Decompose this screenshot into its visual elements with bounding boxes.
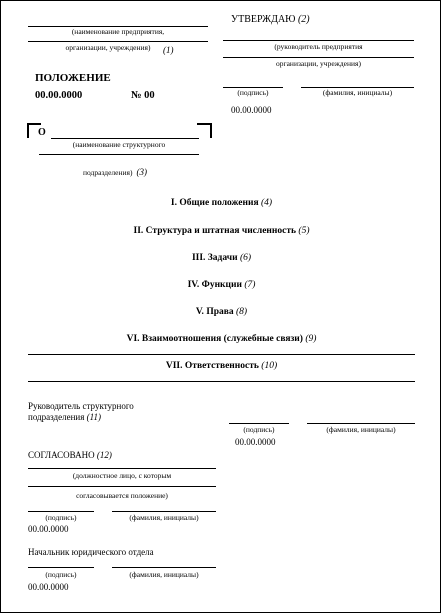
unit-head-name-caption: (фамилия, инициалы) bbox=[326, 425, 396, 434]
unit-head-signature-line bbox=[229, 423, 289, 424]
section-number: I. bbox=[170, 198, 177, 208]
unit-head-line1: Руководитель структурного bbox=[28, 401, 134, 411]
legal-name-caption: (фамилия, инициалы) bbox=[129, 570, 199, 579]
agreed-signature-line bbox=[28, 511, 94, 512]
section-2 bbox=[1, 226, 442, 236]
agreed-row bbox=[28, 450, 112, 460]
subject-caption-2-row bbox=[83, 162, 147, 180]
section-ref: (6) bbox=[239, 253, 252, 263]
agreed-label: СОГЛАСОВАНО bbox=[28, 450, 95, 460]
section-ref: (8) bbox=[236, 307, 248, 317]
org-name-line-2 bbox=[28, 41, 208, 42]
subject-prefix: О bbox=[38, 127, 46, 138]
section-number: III. bbox=[191, 253, 206, 263]
agreed-name-caption: (фамилия, инициалы) bbox=[129, 513, 199, 522]
section-divider-top bbox=[28, 354, 415, 355]
org-name-caption-2: организации, учреждения) bbox=[65, 43, 151, 52]
agreed-line-2 bbox=[28, 486, 216, 487]
legal-signature-line bbox=[28, 567, 94, 568]
subject-ref: (3) bbox=[136, 167, 147, 177]
subject-bracket bbox=[27, 123, 213, 139]
section-1 bbox=[1, 198, 442, 208]
head-signature-caption: (подпись) bbox=[237, 88, 269, 97]
unit-head-signature-caption: (подпись) bbox=[243, 425, 275, 434]
legal-date: 00.00.0000 bbox=[28, 582, 69, 592]
head-caption-2: организации, учреждения) bbox=[276, 59, 361, 68]
agreed-signature-caption: (подпись) bbox=[45, 513, 77, 522]
unit-head-line2-row bbox=[28, 412, 101, 422]
section-3 bbox=[1, 253, 442, 263]
section-6 bbox=[1, 334, 442, 344]
agreed-ref: (12) bbox=[96, 450, 112, 460]
doc-title: ПОЛОЖЕНИЕ bbox=[35, 72, 111, 84]
legal-name-line bbox=[112, 567, 216, 568]
section-4 bbox=[1, 280, 442, 290]
legal-label: Начальник юридического отдела bbox=[28, 547, 154, 557]
org-ref: (1) bbox=[163, 45, 174, 55]
subject-line-2 bbox=[39, 154, 199, 155]
unit-head-date: 00.00.0000 bbox=[235, 437, 276, 447]
agreed-date: 00.00.0000 bbox=[28, 524, 69, 534]
approve-text: УТВЕРЖДАЮ bbox=[231, 14, 296, 25]
section-title: Права bbox=[206, 307, 234, 317]
head-caption: (руководитель предприятия bbox=[274, 42, 363, 51]
section-5 bbox=[1, 307, 442, 317]
unit-head-name-line bbox=[307, 423, 415, 424]
section-divider-bottom bbox=[28, 381, 415, 382]
subject-caption-2: подразделения) bbox=[83, 168, 133, 177]
section-title: Задачи bbox=[207, 253, 238, 263]
section-number: VII. bbox=[165, 361, 183, 371]
section-number: VI. bbox=[126, 334, 140, 344]
section-ref: (9) bbox=[305, 334, 317, 344]
agreed-line bbox=[28, 468, 216, 469]
section-number: V. bbox=[195, 307, 204, 317]
head-name-caption: (фамилия, инициалы) bbox=[322, 88, 393, 97]
unit-head-ref: (11) bbox=[86, 412, 101, 422]
section-title: Взаимоотношения (служебные связи) bbox=[141, 334, 303, 344]
agreed-caption-2: согласовывается положение) bbox=[76, 491, 168, 500]
unit-head-line2: подразделения bbox=[28, 412, 85, 422]
head-line-2 bbox=[223, 57, 414, 58]
subject-line bbox=[51, 138, 199, 139]
section-ref: (4) bbox=[260, 198, 273, 208]
section-ref: (10) bbox=[261, 361, 278, 371]
section-7 bbox=[1, 361, 442, 371]
approve-ref: (2) bbox=[297, 14, 310, 25]
section-number: II. bbox=[133, 226, 144, 236]
section-ref: (5) bbox=[298, 226, 310, 236]
subject-caption: (наименование структурного bbox=[72, 140, 166, 149]
agreed-name-line bbox=[112, 511, 216, 512]
doc-date: 00.00.0000 bbox=[35, 90, 83, 101]
head-line bbox=[223, 40, 414, 41]
org-name-caption: (наименование предприятия, bbox=[71, 27, 165, 36]
section-ref: (7) bbox=[244, 280, 256, 290]
section-title: Функции bbox=[201, 280, 242, 290]
doc-number: № 00 bbox=[131, 90, 155, 101]
approve-label bbox=[231, 14, 310, 25]
section-title: Структура и штатная численность bbox=[145, 226, 297, 236]
section-title: Общие положения bbox=[179, 198, 259, 208]
section-number: IV. bbox=[187, 280, 200, 290]
section-title: Ответственность bbox=[184, 361, 259, 371]
agreed-caption: (должностное лицо, с которым bbox=[72, 471, 172, 480]
legal-signature-caption: (подпись) bbox=[45, 570, 77, 579]
head-date: 00.00.0000 bbox=[231, 105, 272, 115]
